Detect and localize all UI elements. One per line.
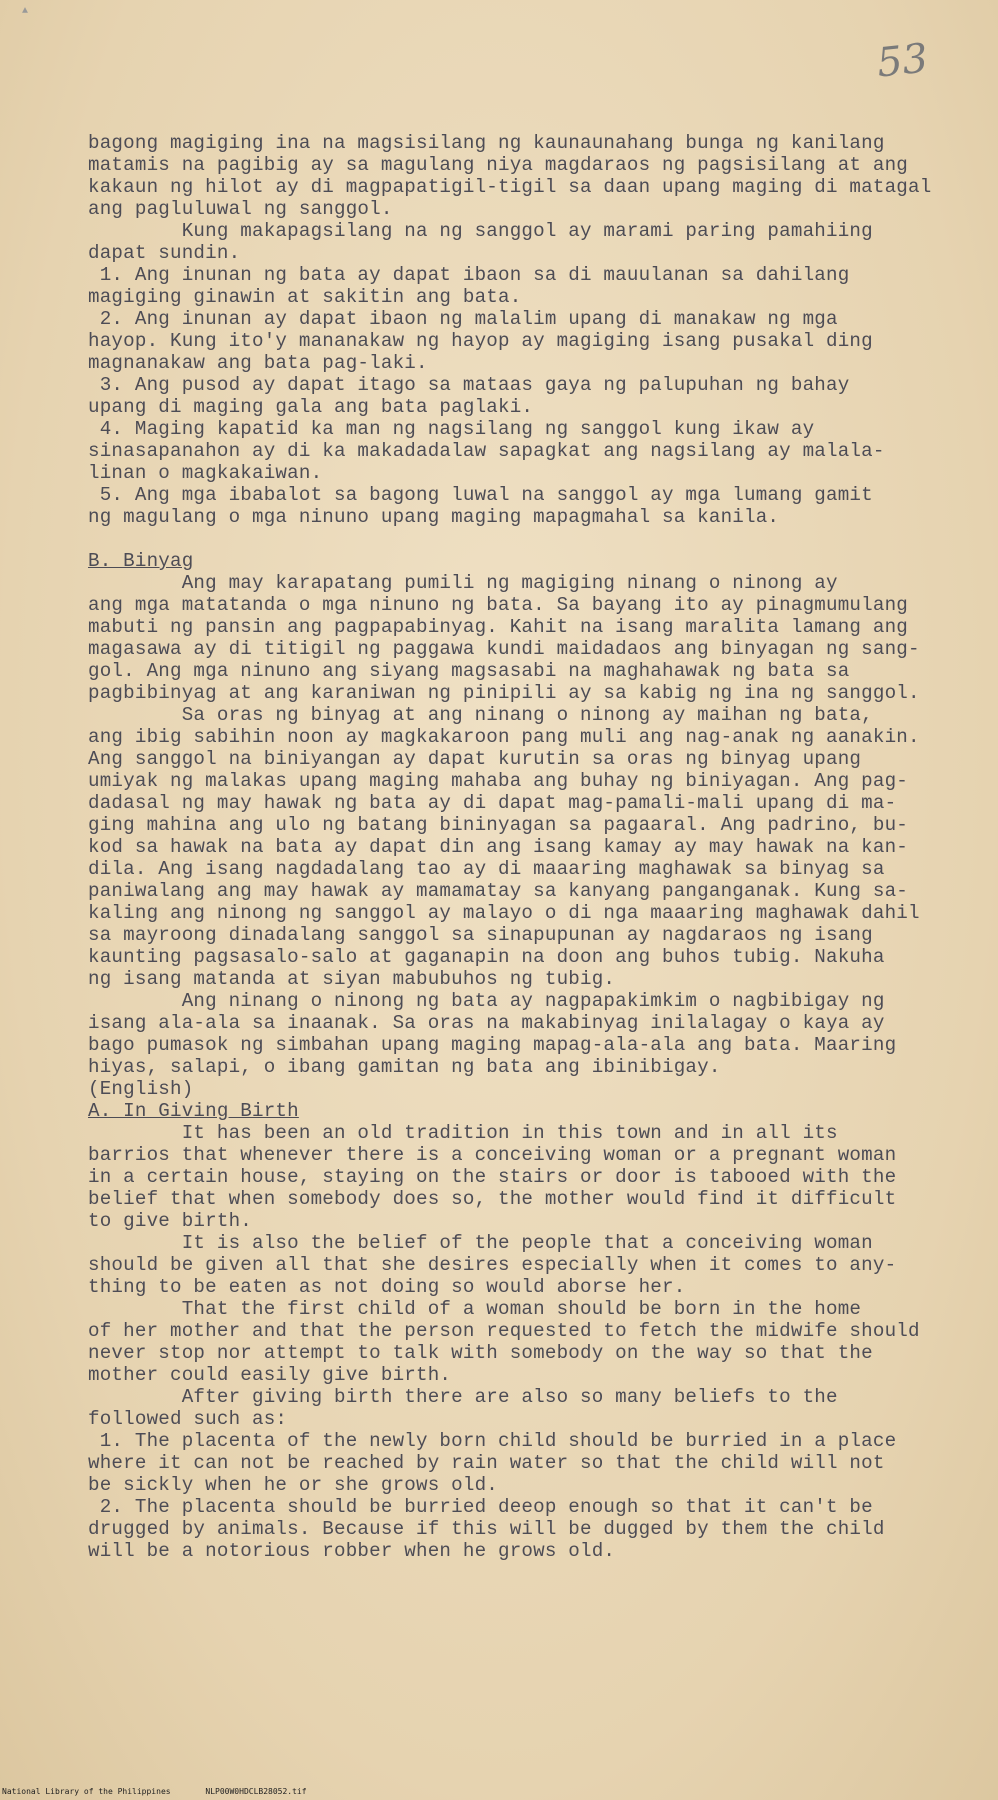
text-line: ang pagluluwal ng sanggol. <box>88 198 393 220</box>
text-line: hayop. Kung ito'y mananakaw ng hayop ay magiging isang pusakal ding <box>88 330 873 352</box>
text-line: ng isang matanda at siyan mabubuhos ng tubig. <box>88 968 616 990</box>
text-line: Sa oras ng binyag at ang ninang o ninong ay maihan ng bata, <box>88 704 873 726</box>
text-line: ang ibig sabihin noon ay magkakaroon pang muli ang nag-anak ng aanakin. <box>88 726 920 748</box>
footer-library: National Library of the Philippines <box>2 1787 171 1796</box>
text-line: 4. Maging kapatid ka man ng nagsilang ng sanggol kung ikaw ay <box>88 418 815 440</box>
text-line <box>88 528 968 550</box>
text-line: Ang ninang o ninong ng bata ay nagpapakimkim o nagbibigay ng <box>88 990 885 1012</box>
text-line: 5. Ang mga ibabalot sa bagong luwal na sanggol ay mga lumang gamit <box>88 484 873 506</box>
text-line: magiging ginawin at sakitin ang bata. <box>88 286 522 308</box>
text-line: 2. Ang inunan ay dapat ibaon ng malalim upang di manakaw ng mga <box>88 308 838 330</box>
text-line: magnanakaw ang bata pag-laki. <box>88 352 428 374</box>
text-line: upang di maging gala ang bata paglaki. <box>88 396 534 418</box>
text-line: should be given all that she desires especially when it comes to any- <box>88 1254 897 1276</box>
text-line: hiyas, salapi, o ibang gamitan ng bata ang ibinibigay. <box>88 1056 721 1078</box>
text-line: in a certain house, staying on the stairs or door is tabooed with the <box>88 1166 897 1188</box>
text-line: never stop nor attempt to talk with somebody on the way so that the <box>88 1342 873 1364</box>
footer <box>0 1787 998 1796</box>
text-line: A. In Giving Birth <box>88 1100 299 1122</box>
text-line: ng magulang o mga ninuno upang maging mapagmahal sa kanila. <box>88 506 780 528</box>
text-line: 1. Ang inunan ng bata ay dapat ibaon sa di mauulanan sa dahilang <box>88 264 850 286</box>
text-line: (English) <box>88 1078 194 1100</box>
text-line: paniwalang ang may hawak ay mamamatay sa kanyang panganganak. Kung sa- <box>88 880 909 902</box>
text-line: where it can not be reached by rain water so that the child will not <box>88 1452 885 1474</box>
text-line: will be a notorious robber when he grows old. <box>88 1540 616 1562</box>
text-line: dadasal ng may hawak ng bata ay di dapat mag-pamali-mali upang di ma- <box>88 792 897 814</box>
text-line: After giving birth there are also so many beliefs to the <box>88 1386 838 1408</box>
text-line: 3. Ang pusod ay dapat itago sa mataas gaya ng palupuhan ng bahay <box>88 374 850 396</box>
text-line: pagbibinyag at ang karaniwan ng pinipili ay sa kabig ng ina ng sanggol. <box>88 682 920 704</box>
text-line: matamis na pagibig ay sa magulang niya magdaraos ng pagsisilang at ang <box>88 154 909 176</box>
text-line: dapat sundin. <box>88 242 241 264</box>
text-line: umiyak ng malakas upang maging mahaba ang buhay ng biniyagan. Ang pag- <box>88 770 909 792</box>
text-line: sa mayroong dinadalang sanggol sa sinapupunan ay nagdaraos ng isang <box>88 924 873 946</box>
text-line: kaunting pagsasalo-salo at gaganapin na doon ang buhos tubig. Nakuha <box>88 946 885 968</box>
text-line: That the first child of a woman should be born in the home <box>88 1298 862 1320</box>
text-line: Ang sanggol na biniyangan ay dapat kurutin sa oras ng binyag upang <box>88 748 862 770</box>
text-line: B. Binyag <box>88 550 194 572</box>
text-line: ang mga matatanda o mga ninuno ng bata. Sa bayang ito ay pinagmumulang <box>88 594 909 616</box>
text-line: bagong magiging ina na magsisilang ng kaunaunahang bunga ng kanilang <box>88 132 885 154</box>
text-line: kaling ang ninong ng sanggol ay malayo o di nga maaaring maghawak dahil <box>88 902 920 924</box>
text-line: Ang may karapatang pumili ng magiging ninang o ninong ay <box>88 572 838 594</box>
page-number: 53 <box>874 35 931 87</box>
document-body <box>88 132 968 1562</box>
text-line: dila. Ang isang nagdadalang tao ay di maaaring maghawak sa binyag sa <box>88 858 885 880</box>
text-line: linan o magkakaiwan. <box>88 462 323 484</box>
text-line: 2. The placenta should be burried deeop enough so that it can't be <box>88 1496 873 1518</box>
text-line: 1. The placenta of the newly born child should be burried in a place <box>88 1430 897 1452</box>
text-line: of her mother and that the person requested to fetch the midwife should <box>88 1320 920 1342</box>
text-line: mabuti ng pansin ang pagpapabinyag. Kahit na isang maralita lamang ang <box>88 616 909 638</box>
text-line: followed such as: <box>88 1408 288 1430</box>
text-line: ging mahina ang ulo ng batang bininyagan sa pagaaral. Ang padrino, bu- <box>88 814 909 836</box>
text-line: belief that when somebody does so, the mother would find it difficult <box>88 1188 897 1210</box>
text-line: to give birth. <box>88 1210 253 1232</box>
text-line: drugged by animals. Because if this will be dugged by them the child <box>88 1518 885 1540</box>
text-line: It is also the belief of the people that a conceiving woman <box>88 1232 873 1254</box>
text-line: sinasapanahon ay di ka makadadalaw sapagkat ang nagsilang ay malala- <box>88 440 885 462</box>
text-line: be sickly when he or she grows old. <box>88 1474 499 1496</box>
text-line: Kung makapagsilang na ng sanggol ay marami paring pamahiing <box>88 220 873 242</box>
corner-mark: ▲ <box>22 6 29 17</box>
text-line: barrios that whenever there is a conceiving woman or a pregnant woman <box>88 1144 897 1166</box>
footer-filename: NLP00W0HDCLB28052.tif <box>205 1787 307 1796</box>
text-line: kod sa hawak na bata ay dapat din ang isang kamay ay may hawak na kan- <box>88 836 909 858</box>
text-line: It has been an old tradition in this town and in all its <box>88 1122 838 1144</box>
text-line: magasawa ay di titigil ng paggawa kundi maidadaos ang binyagan ng sang- <box>88 638 920 660</box>
text-line: isang ala-ala sa inaanak. Sa oras na makabinyag inilalagay o kaya ay <box>88 1012 885 1034</box>
text-line: mother could easily give birth. <box>88 1364 452 1386</box>
text-line: thing to be eaten as not doing so would aborse her. <box>88 1276 686 1298</box>
text-line: gol. Ang mga ninuno ang siyang magsasabi na maghahawak ng bata sa <box>88 660 850 682</box>
text-line: kakaun ng hilot ay di magpapatigil-tigil sa daan upang maging di matagal <box>88 176 932 198</box>
text-line: bago pumasok ng simbahan upang maging mapag-ala-ala ang bata. Maaring <box>88 1034 897 1056</box>
